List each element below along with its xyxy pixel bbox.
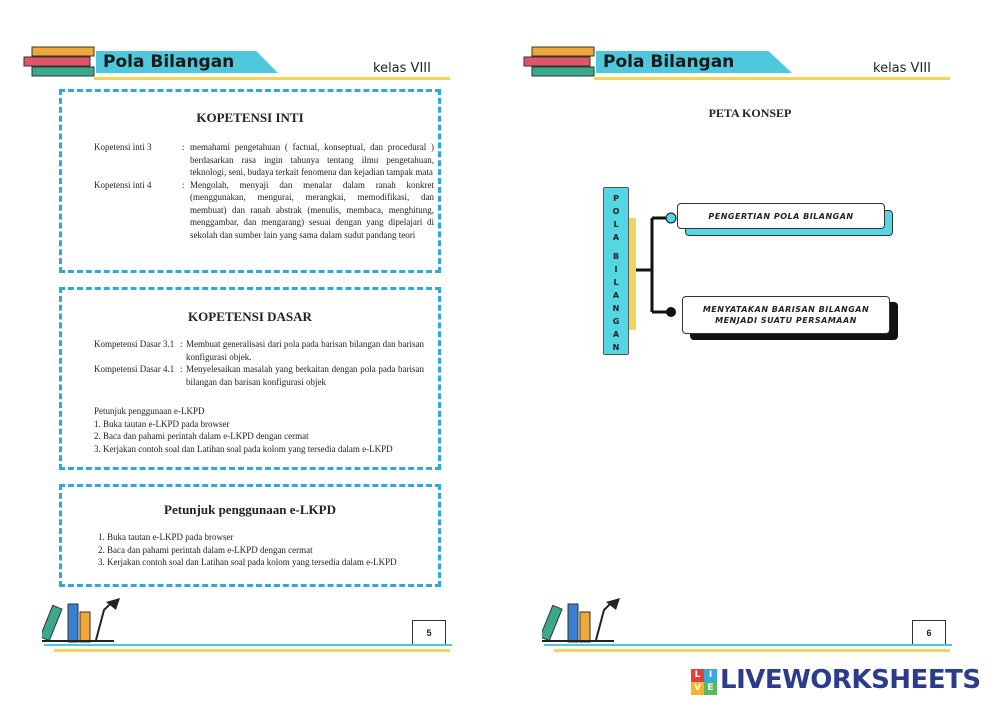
row-sep: : bbox=[180, 339, 183, 349]
vertical-letter: A bbox=[612, 330, 620, 339]
vertical-letter: B bbox=[612, 252, 620, 261]
petunjuk-inline-title: Petunjuk penggunaan e-LKPD bbox=[94, 406, 205, 416]
row-label: Kompetensi Dasar 4.1 bbox=[94, 364, 175, 374]
pola-bilangan-vertical-label bbox=[603, 187, 629, 355]
vertical-letter: A bbox=[612, 291, 620, 300]
row-text: Menyelesaikan masalah yang berkaitan dengan pola pada barisan bilangan dan barisan konfigurasi objek bbox=[186, 364, 424, 387]
vertical-letter: I bbox=[614, 265, 618, 274]
petunjuk-box bbox=[59, 484, 441, 587]
row-sep: : bbox=[182, 142, 185, 152]
list-item: 3. Kerjakan contoh soal dan Latihan soal pada kolom yang tersedia dalam e-LKPD bbox=[94, 443, 393, 454]
header-underline bbox=[94, 77, 450, 80]
kelas-label: kelas VIII bbox=[373, 61, 431, 76]
petunjuk-title: Petunjuk penggunaan e-LKPD bbox=[164, 502, 336, 517]
header-title: Pola Bilangan bbox=[603, 52, 735, 72]
petunjuk-list bbox=[98, 531, 438, 569]
vertical-letter: A bbox=[612, 233, 620, 242]
vertical-letter: N bbox=[612, 304, 620, 313]
row-label: Kopetensi inti 3 bbox=[94, 142, 152, 152]
vertical-letter: N bbox=[612, 343, 620, 352]
books-lamp-icon bbox=[542, 598, 624, 644]
list-item: 1. Buka tautan e-LKPD pada browser bbox=[94, 418, 230, 429]
list-item: 3. Kerjakan contoh soal dan Latihan soal pada kolom yang tersedia dalam e-LKPD bbox=[98, 557, 397, 567]
page-number: 5 bbox=[412, 620, 446, 646]
row-label: Kopetensi inti 4 bbox=[94, 179, 152, 190]
liveworksheets-brand[interactable]: LIVEWORKSHEETS bbox=[720, 665, 981, 695]
books-stack-icon bbox=[22, 45, 98, 79]
logo-letter: E bbox=[704, 682, 717, 695]
kopetensi-inti-list bbox=[94, 141, 434, 241]
kopetensi-dasar-title: KOPETENSI DASAR bbox=[188, 309, 312, 324]
list-item: 2. Baca dan pahami perintah dalam e-LKPD dengan cermat bbox=[98, 544, 313, 555]
logo-letter: I bbox=[704, 669, 717, 682]
vertical-letter: O bbox=[612, 207, 620, 216]
row-label: Kompetensi Dasar 3.1 bbox=[94, 339, 175, 349]
vertical-letter: P bbox=[613, 194, 619, 203]
kopetensi-dasar-box bbox=[59, 287, 441, 470]
books-lamp-icon bbox=[42, 598, 124, 644]
row-sep: : bbox=[182, 179, 185, 190]
kopetensi-dasar-row bbox=[94, 338, 424, 363]
concept-box: PENGERTIAN POLA BILANGAN bbox=[677, 203, 885, 229]
row-text: Mengolah, menyaji dan menalar dalam ranah konkret (menggunakan, mengurai, merangkai, memodifikasi, dan membuat) dan ranah abstrak (menulis, membaca, menghitung, menggambar, dan mengarang) sesuai dengan yang dipelajari di sekolah dan sumber lain yang sama dalam sudut pandang teori bbox=[190, 179, 434, 240]
liveworksheets-logo-icon bbox=[691, 669, 717, 695]
footer-line-blue bbox=[544, 644, 952, 646]
kelas-label: kelas VIII bbox=[873, 61, 931, 76]
kopetensi-inti-row bbox=[94, 141, 434, 179]
vertical-letter: L bbox=[613, 278, 619, 287]
logo-letter: L bbox=[691, 669, 704, 682]
logo-letter: V bbox=[691, 682, 704, 695]
kopetensi-inti-row bbox=[94, 179, 434, 242]
kopetensi-dasar-list bbox=[94, 338, 424, 388]
list-item: 2. Baca dan pahami perintah dalam e-LKPD dengan cermat bbox=[94, 431, 309, 441]
kopetensi-inti-box bbox=[59, 89, 441, 273]
vertical-letter: G bbox=[612, 317, 620, 326]
kopetensi-inti-title: KOPETENSI INTI bbox=[196, 110, 304, 125]
row-text: memahami pengetahuan ( factual, konseptual, dan procedural ) berdasarkan rasa ingin tahunya tentang ilmu pengetahuan, teknologi, seni, budaya terkait fenomena dan kejadian tampak mata bbox=[190, 142, 434, 177]
footer-line-yellow bbox=[554, 649, 950, 652]
vertical-letter: L bbox=[613, 220, 619, 229]
concept-box: MENYATAKAN BARISAN BILANGAN MENJADI SUATU PERSAMAAN bbox=[682, 296, 890, 334]
row-sep: : bbox=[180, 364, 183, 374]
row-text: Membuat generalisasi dari pola pada barisan bilangan dan barisan konfigurasi objek. bbox=[186, 339, 424, 362]
footer-line-yellow bbox=[54, 649, 450, 652]
header-underline bbox=[594, 77, 950, 80]
list-item: 1. Buka tautan e-LKPD pada browser bbox=[98, 532, 234, 542]
books-stack-icon bbox=[522, 45, 598, 79]
footer-line-blue bbox=[44, 644, 452, 646]
page-number: 6 bbox=[912, 620, 946, 646]
petunjuk-inline bbox=[94, 405, 439, 455]
kopetensi-dasar-row bbox=[94, 363, 424, 388]
peta-konsep-title: PETA KONSEP bbox=[708, 106, 792, 120]
header-title: Pola Bilangan bbox=[103, 52, 235, 72]
